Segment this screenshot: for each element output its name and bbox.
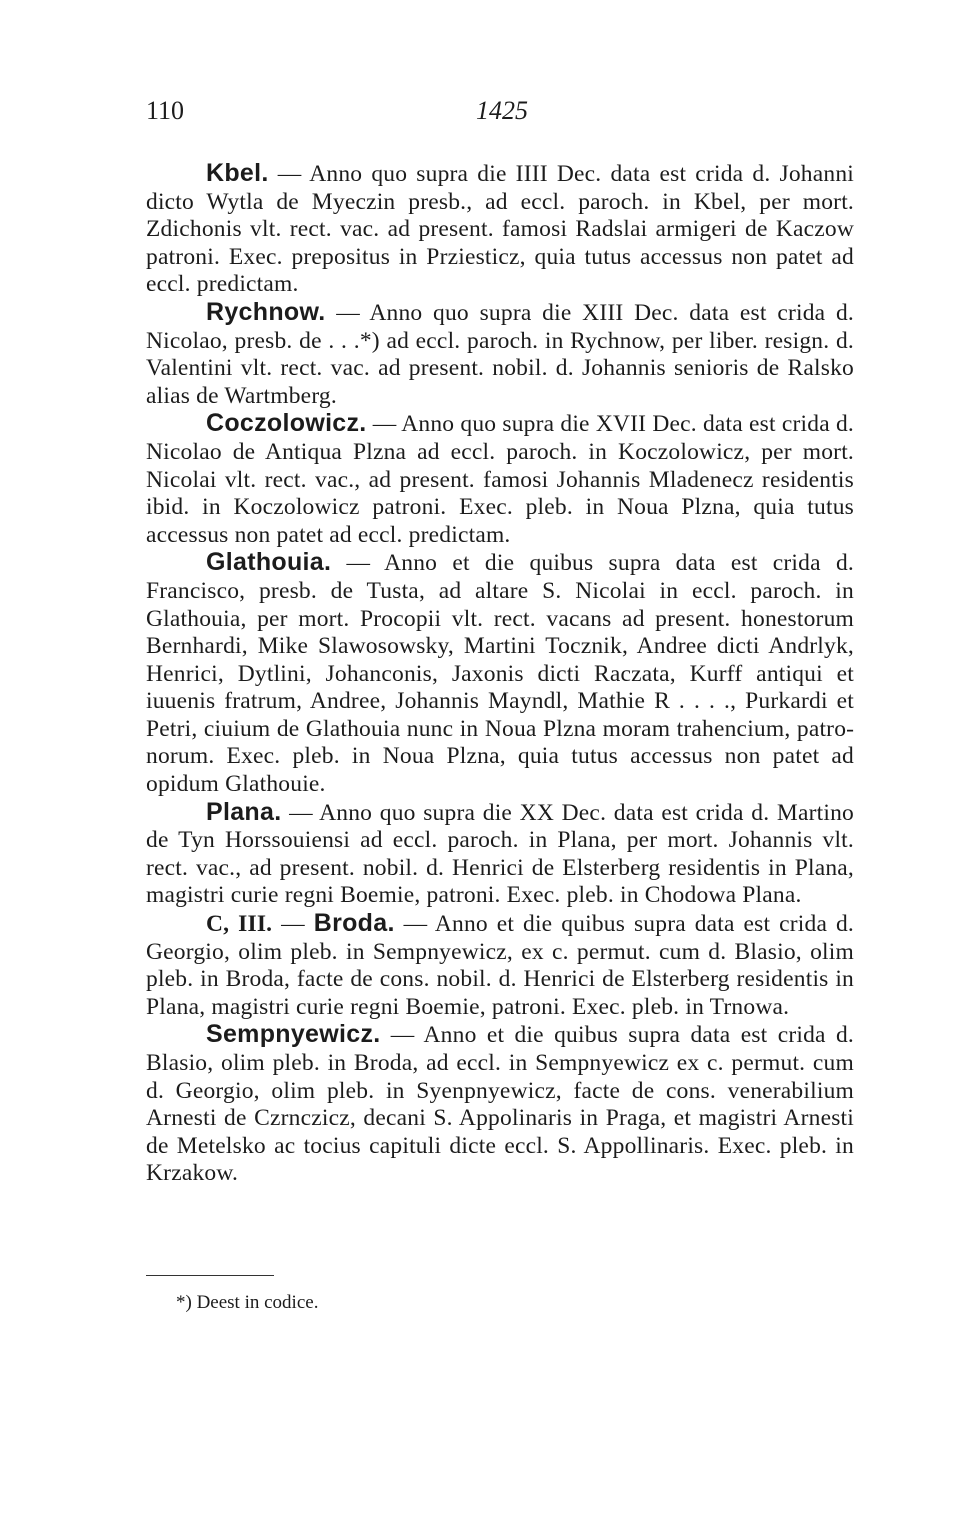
entry-text: — Anno et die quibus supra data est crida d. Francisco, presb. de Tusta, ad altare S. Nicolai in eccl. paroch. in Glathouia, per mort. Procopii vlt. rect. vacans ad present. honestorum Bernhardi, Mike Slawosowsky, Martini Tocznik, Andree dicti Andrlyk, Henrici, Dytlini, Johanconis, Jaxonis dicti Raczata, Kurff antiqui et iuuenis fratrum, Andree, Johannis Mayndl, Mathie R . . . ., Purkardi et Petri, ciuium de Glathouia nunc in Noua Plzna moram trahencium, patronorum. Exec. pleb. in Noua Plzna, quia tutus accessus non patet ad opidum Glathouie. bbox=[146, 550, 854, 798]
entry-text: — Anno et die quibus supra data est crida d. Blasio, olim pleb. in Broda, ad eccl. in Sempnyewicz ex c. permut. cum d. Georgio, olim pleb. in Syenpnyewicz, facte de cons. venerabilium Arnesti de Czrnczicz, decani S. Appolinaris in Praga, et magistri Arnesti de Metelsko ac tocius capituli dicte eccl. S. Appollinaris. Exec. pleb. in Krzakow. bbox=[146, 1022, 854, 1187]
place-name: Coczolowicz. bbox=[206, 409, 367, 438]
entry-coczolowicz bbox=[146, 410, 854, 549]
section-marker: C, III. bbox=[206, 911, 273, 938]
marker-connector: — bbox=[272, 911, 314, 938]
place-name: Sempnyewicz. bbox=[206, 1020, 381, 1049]
place-name: Rychnow. bbox=[206, 297, 326, 326]
main-text bbox=[146, 160, 854, 1188]
page-header bbox=[146, 96, 856, 136]
place-name: Plana. bbox=[206, 797, 282, 826]
entry-broda bbox=[146, 910, 854, 1021]
place-name: Broda. bbox=[313, 909, 395, 938]
entry-sempnyewicz bbox=[146, 1021, 854, 1188]
place-name: Glathouia. bbox=[206, 548, 332, 577]
place-name: Kbel. bbox=[206, 159, 269, 187]
entry-text: — Anno et die quibus supra data est crida d. Georgio, olim pleb. in Sempnyewicz, ex c. permut. cum d. Blasio, olim pleb. in Broda, facte de cons. nobil. d. Henrici de Elsterberg residentis in Plana, magistri curie regni Boemie, patroni. Exec. pleb. in Trnowa. bbox=[146, 911, 854, 1020]
footnote: *) Deest in codice. bbox=[176, 1292, 319, 1313]
running-year: 1425 bbox=[476, 96, 528, 125]
entry-glathouia bbox=[146, 549, 854, 798]
entry-kbel bbox=[146, 160, 854, 299]
entry-text: — Anno quo supra die XX Dec. data est crida d. Martino de Tyn Horssouiensi ad eccl. paroch. in Plana, per mort. Johannis vlt. rect. vac., ad present. nobil. d. Henrici de Elsterberg residentis in Plana, magistri curie regni Boemie, patroni. Exec. pleb. in Chodowa Plana. bbox=[146, 799, 854, 909]
entry-plana bbox=[146, 799, 854, 910]
entry-text: — Anno quo supra die IIII Dec. data est crida d. Johanni dicto Wytla de Myeczin presb., ad eccl. paroch. in Kbel, per mort. Zdichonis vlt. rect. vac. ad present. famosi Radslai armigeri de Kaczow patroni. Exec. prepositus in Prziesticz, quia tutus accessus non patet ad eccl. predictam. bbox=[146, 161, 854, 298]
entry-text: — Anno quo supra die XIII Dec. data est crida d. Nicolao, presb. de . . .*) ad eccl. paroch. in Rychnow, per liber. resign. d. Valentini vlt. rect. vac. ad present. nobil. d. Johannis senioris de Ralsko alias de Wartmberg. bbox=[146, 299, 854, 409]
footnote-divider bbox=[146, 1275, 274, 1276]
entry-rychnow bbox=[146, 299, 854, 410]
entry-text: — Anno quo supra die XVII Dec. data est crida d. Nicolao de Antiqua Plzna ad eccl. paroch. in Koczolowicz, per mort. Nicolai vlt. rect. vac., ad present. famosi Johannis Mladenecz residentis ibid. in Koczolowicz patroni. Exec. pleb. in Noua Plzna, quia tutus accessus non patet ad eccl. predictam. bbox=[146, 411, 854, 548]
page-number: 110 bbox=[146, 96, 185, 125]
